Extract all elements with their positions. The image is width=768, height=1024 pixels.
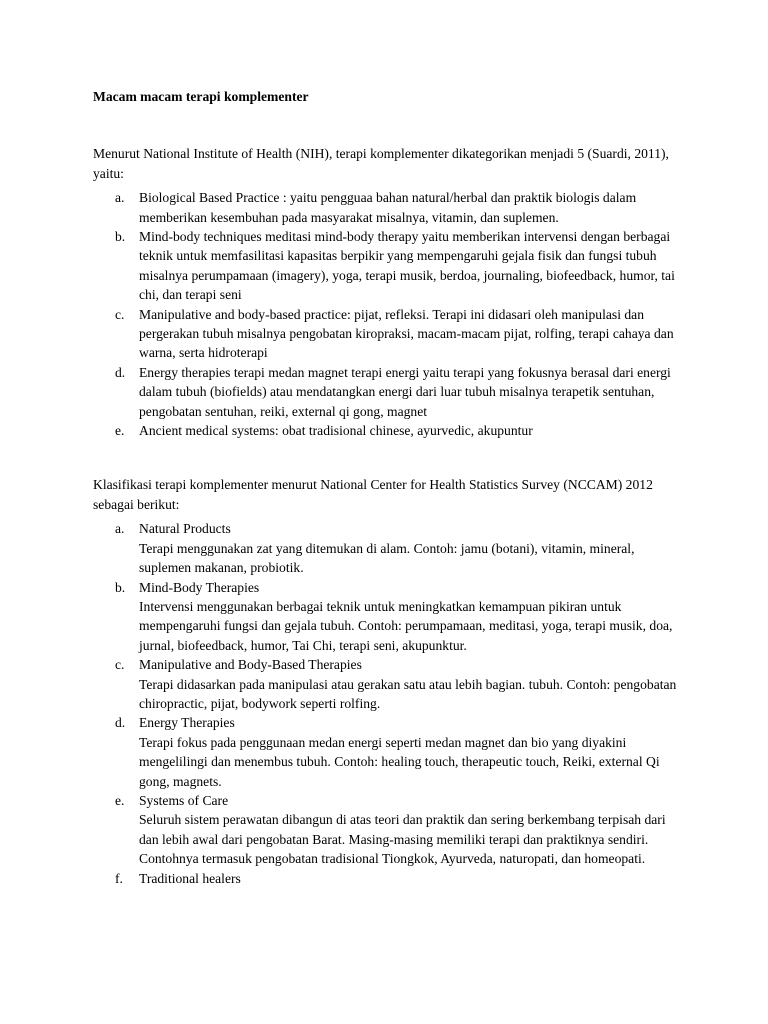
list-item [93, 791, 683, 869]
list-item [93, 713, 683, 791]
list-item-heading: Manipulative and Body-Based Therapies [139, 657, 362, 673]
list-marker: c. [115, 657, 125, 673]
section2-list [93, 519, 683, 888]
section2-intro: Klasifikasi terapi komplementer menurut National Center for Health Statistics Survey (NCCAM) 2012 sebagai berikut: [93, 477, 653, 512]
list-marker: a. [115, 190, 125, 206]
spacer [93, 440, 683, 475]
list-marker: d. [115, 364, 126, 380]
list-item-text: Seluruh sistem perawatan dibangun di atas teori dan praktik dan sering berkembang terpisah dari dan lebih awal dari pengobatan Barat. Masing-masing memiliki terapi dan praktiknya sendiri. Contohnya termasuk pengobatan tradisional Tiongkok, Ayurveda, naturopati, dan homeopati. [139, 812, 666, 867]
list-marker: e. [115, 792, 125, 808]
list-item [93, 227, 683, 305]
list-item-text: Mind-body techniques meditasi mind-body therapy yaitu memberikan intervensi dengan berbagai teknik untuk memfasilitasi kapasitas berpikir yang mempengaruhi gejala fisik dan fungsi tubuh misalnya perumpamaan (imagery), yoga, terapi musik, berdoa, journaling, biofeedback, humor, tai chi, dan terapi seni [139, 229, 675, 303]
list-item-text: Energy therapies terapi medan magnet terapi energi yaitu terapi yang fokusnya berasal dari energi dalam tubuh (biofields) atau mendatangkan energi dari luar tubuh misalnya terapetik sentuhan, pengobatan sentuhan, reiki, external qi gong, magnet [139, 364, 671, 419]
list-item [93, 869, 683, 888]
list-marker: b. [115, 229, 126, 245]
list-item [93, 421, 683, 440]
list-item [93, 519, 683, 577]
list-marker: a. [115, 521, 125, 537]
list-item [93, 363, 683, 421]
list-item-heading: Traditional healers [139, 870, 241, 886]
list-item-text: Ancient medical systems: obat tradisional chinese, ayurvedic, akupuntur [139, 423, 533, 439]
list-item [93, 188, 683, 227]
list-item-text: Manipulative and body-based practice: pijat, refleksi. Terapi ini didasari oleh manipulasi dan pergerakan tubuh misalnya pengobatan kiropraksi, macam-macam pijat, rolfing, terapi cahaya dan warna, serta hidroterapi [139, 306, 674, 361]
list-item-heading: Natural Products [139, 521, 231, 537]
list-item [93, 655, 683, 713]
document-page [93, 87, 683, 888]
list-marker: f. [115, 870, 123, 886]
spacer [93, 106, 683, 144]
list-marker: c. [115, 306, 125, 322]
list-marker: e. [115, 423, 125, 439]
document-title: Macam macam terapi komplementer [93, 89, 309, 104]
list-item-text: Terapi fokus pada penggunaan medan energi seperti medan magnet dan bio yang diyakini mengelilingi dan menembus tubuh. Contoh: healing touch, therapeutic touch, Reiki, external Qi gong, magnets. [139, 734, 660, 789]
list-item-heading: Systems of Care [139, 792, 229, 808]
list-item-text: Terapi didasarkan pada manipulasi atau gerakan satu atau lebih bagian. tubuh. Contoh: pengobatan chiropractic, pijat, bodywork seperti rolfing. [139, 676, 677, 711]
list-item-text: Intervensi menggunakan berbagai teknik untuk meningkatkan kemampuan pikiran untuk mempengaruhi fungsi dan gejala tubuh. Contoh: perumpamaan, meditasi, yoga, terapi musik, doa, jurnal, biofeedback, humor, Tai Chi, terapi seni, akupunktur. [139, 598, 673, 653]
list-marker: d. [115, 715, 126, 731]
section1-list [93, 188, 683, 440]
list-item [93, 305, 683, 363]
list-marker: b. [115, 579, 126, 595]
list-item-heading: Energy Therapies [139, 715, 235, 731]
list-item [93, 578, 683, 656]
list-item-heading: Mind-Body Therapies [139, 579, 260, 595]
list-item-text: Biological Based Practice : yaitu pengguaa bahan natural/herbal dan praktik biologis dalam memberikan kesembuhan pada masyarakat misalnya, vitamin, dan suplemen. [139, 190, 637, 225]
list-item-text: Terapi menggunakan zat yang ditemukan di alam. Contoh: jamu (botani), vitamin, mineral, suplemen makanan, probiotik. [139, 540, 635, 576]
section1-intro: Menurut National Institute of Health (NIH), terapi komplementer dikategorikan menjadi 5 (Suardi, 2011), yaitu: [93, 146, 669, 181]
